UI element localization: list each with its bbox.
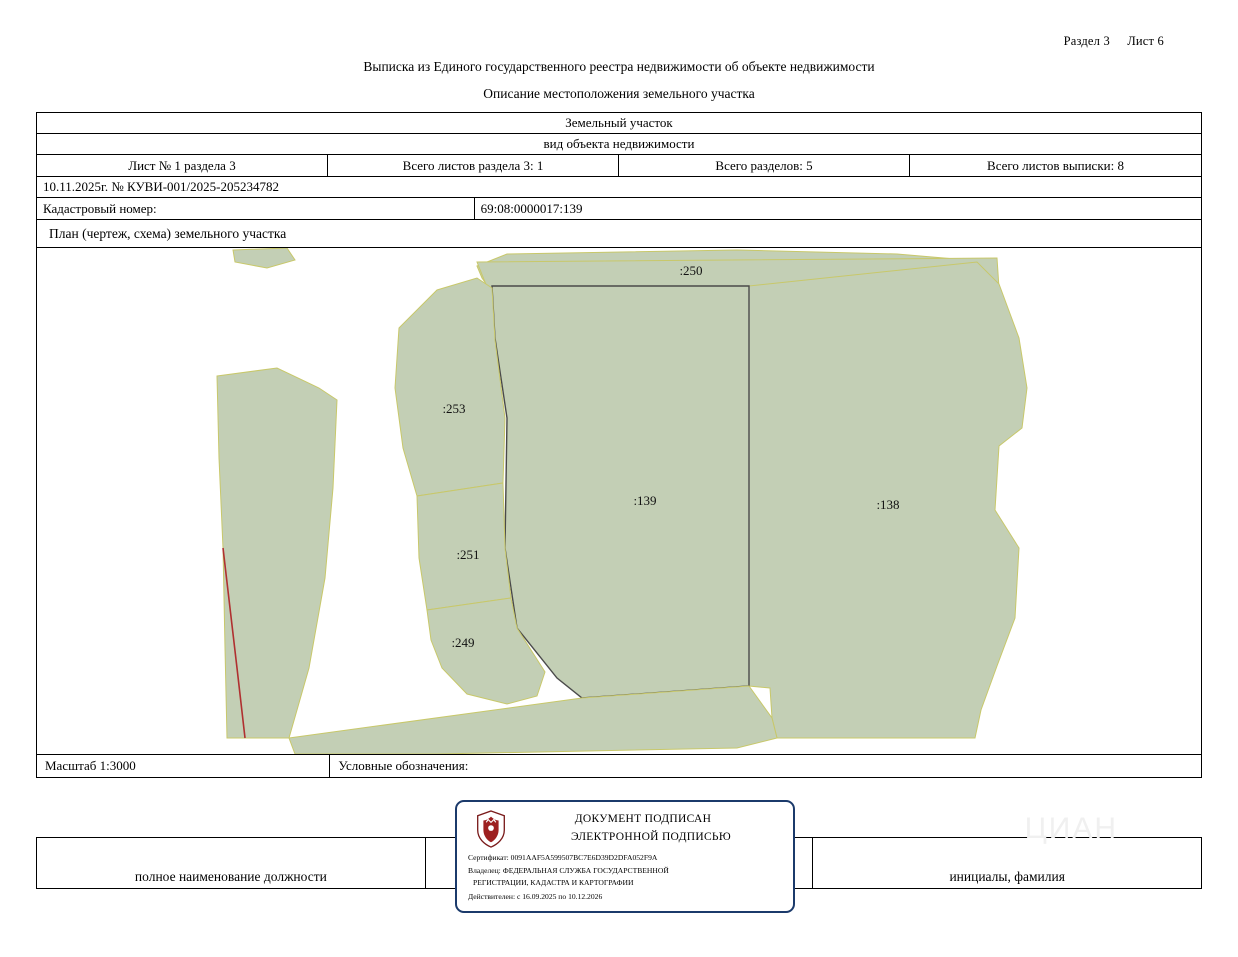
map-parcels xyxy=(217,248,1032,754)
position-caption: полное наименование должности xyxy=(37,838,426,888)
signature-validity: Действителен: с 16.09.2025 по 10.12.2026 xyxy=(468,892,603,901)
row-cadastral xyxy=(37,198,1201,220)
map-legend-label: Условные обозначения: xyxy=(338,758,469,773)
sheet-count-4: Всего листов выписки: 8 xyxy=(987,157,1124,173)
map-label-249: :249 xyxy=(451,635,475,650)
watermark: ЦИАН xyxy=(1024,812,1118,845)
map-scale: Масштаб 1:3000 xyxy=(37,755,330,777)
object-type-caption: вид объекта недвижимости xyxy=(543,136,695,151)
map-label-138: :138 xyxy=(876,497,900,512)
plan-caption: План (чертеж, схема) земельного участка xyxy=(49,225,287,241)
map-label-139: :139 xyxy=(633,493,657,508)
electronic-signature-stamp xyxy=(455,800,795,913)
parcel-139-selected xyxy=(492,286,749,698)
initials-caption: инициалы, фамилия xyxy=(949,869,1065,884)
signature-owner-line1: Владелец: ФЕДЕРАЛЬНАЯ СЛУЖБА ГОСУДАРСТВЕННОЙ xyxy=(468,866,669,875)
document-title-line1: Выписка из Единого государственного реестра недвижимости об объекте недвижимости xyxy=(363,59,875,74)
sheet-count-3: Всего разделов: 5 xyxy=(619,155,910,176)
object-type-value: Земельный участок xyxy=(565,115,673,130)
cadastral-label: Кадастровый номер: xyxy=(37,198,475,219)
signature-title-line1: ДОКУМЕНТ ПОДПИСАН xyxy=(574,813,712,825)
sheet-label: Лист 6 xyxy=(1127,34,1164,48)
map-label-253: :253 xyxy=(442,401,466,416)
signature-certificate: Сертификат: 0091AAF5A599507BC7E6D39D2DFA052F9A xyxy=(468,853,658,862)
parcel-map-svg xyxy=(37,248,1201,754)
row-object-type-caption xyxy=(37,134,1201,155)
row-object-type xyxy=(37,113,1201,134)
section-label: Раздел 3 xyxy=(1063,34,1110,48)
parcel-top-blob xyxy=(233,248,295,268)
parcel-map[interactable] xyxy=(37,248,1201,755)
document-title-line2: Описание местоположения земельного участка xyxy=(483,86,755,101)
cadastral-value: 69:08:0000017:139 xyxy=(480,200,583,216)
row-sheet-counts xyxy=(37,155,1201,177)
parcel-left-strip xyxy=(217,368,337,738)
row-plan-caption xyxy=(37,220,1201,248)
row-scale-legend xyxy=(37,755,1201,777)
parcel-253 xyxy=(395,278,505,496)
sheet-count-1: Лист № 1 раздела 3 xyxy=(37,155,328,176)
sheet-count-2: Всего листов раздела 3: 1 xyxy=(328,155,619,176)
map-label-250: :250 xyxy=(679,263,703,278)
signature-title-line2: ЭЛЕКТРОННОЙ ПОДПИСЬЮ xyxy=(571,831,731,843)
signature-owner-line2: РЕГИСТРАЦИИ, КАДАСТРА И КАРТОГРАФИИ xyxy=(473,878,634,887)
doc-number: 10.11.2025г. № КУВИ-001/2025-205234782 xyxy=(43,179,279,194)
page-header-right xyxy=(1050,34,1164,49)
map-label-251: :251 xyxy=(456,547,480,562)
row-doc-number xyxy=(37,177,1201,198)
main-table xyxy=(36,112,1202,778)
